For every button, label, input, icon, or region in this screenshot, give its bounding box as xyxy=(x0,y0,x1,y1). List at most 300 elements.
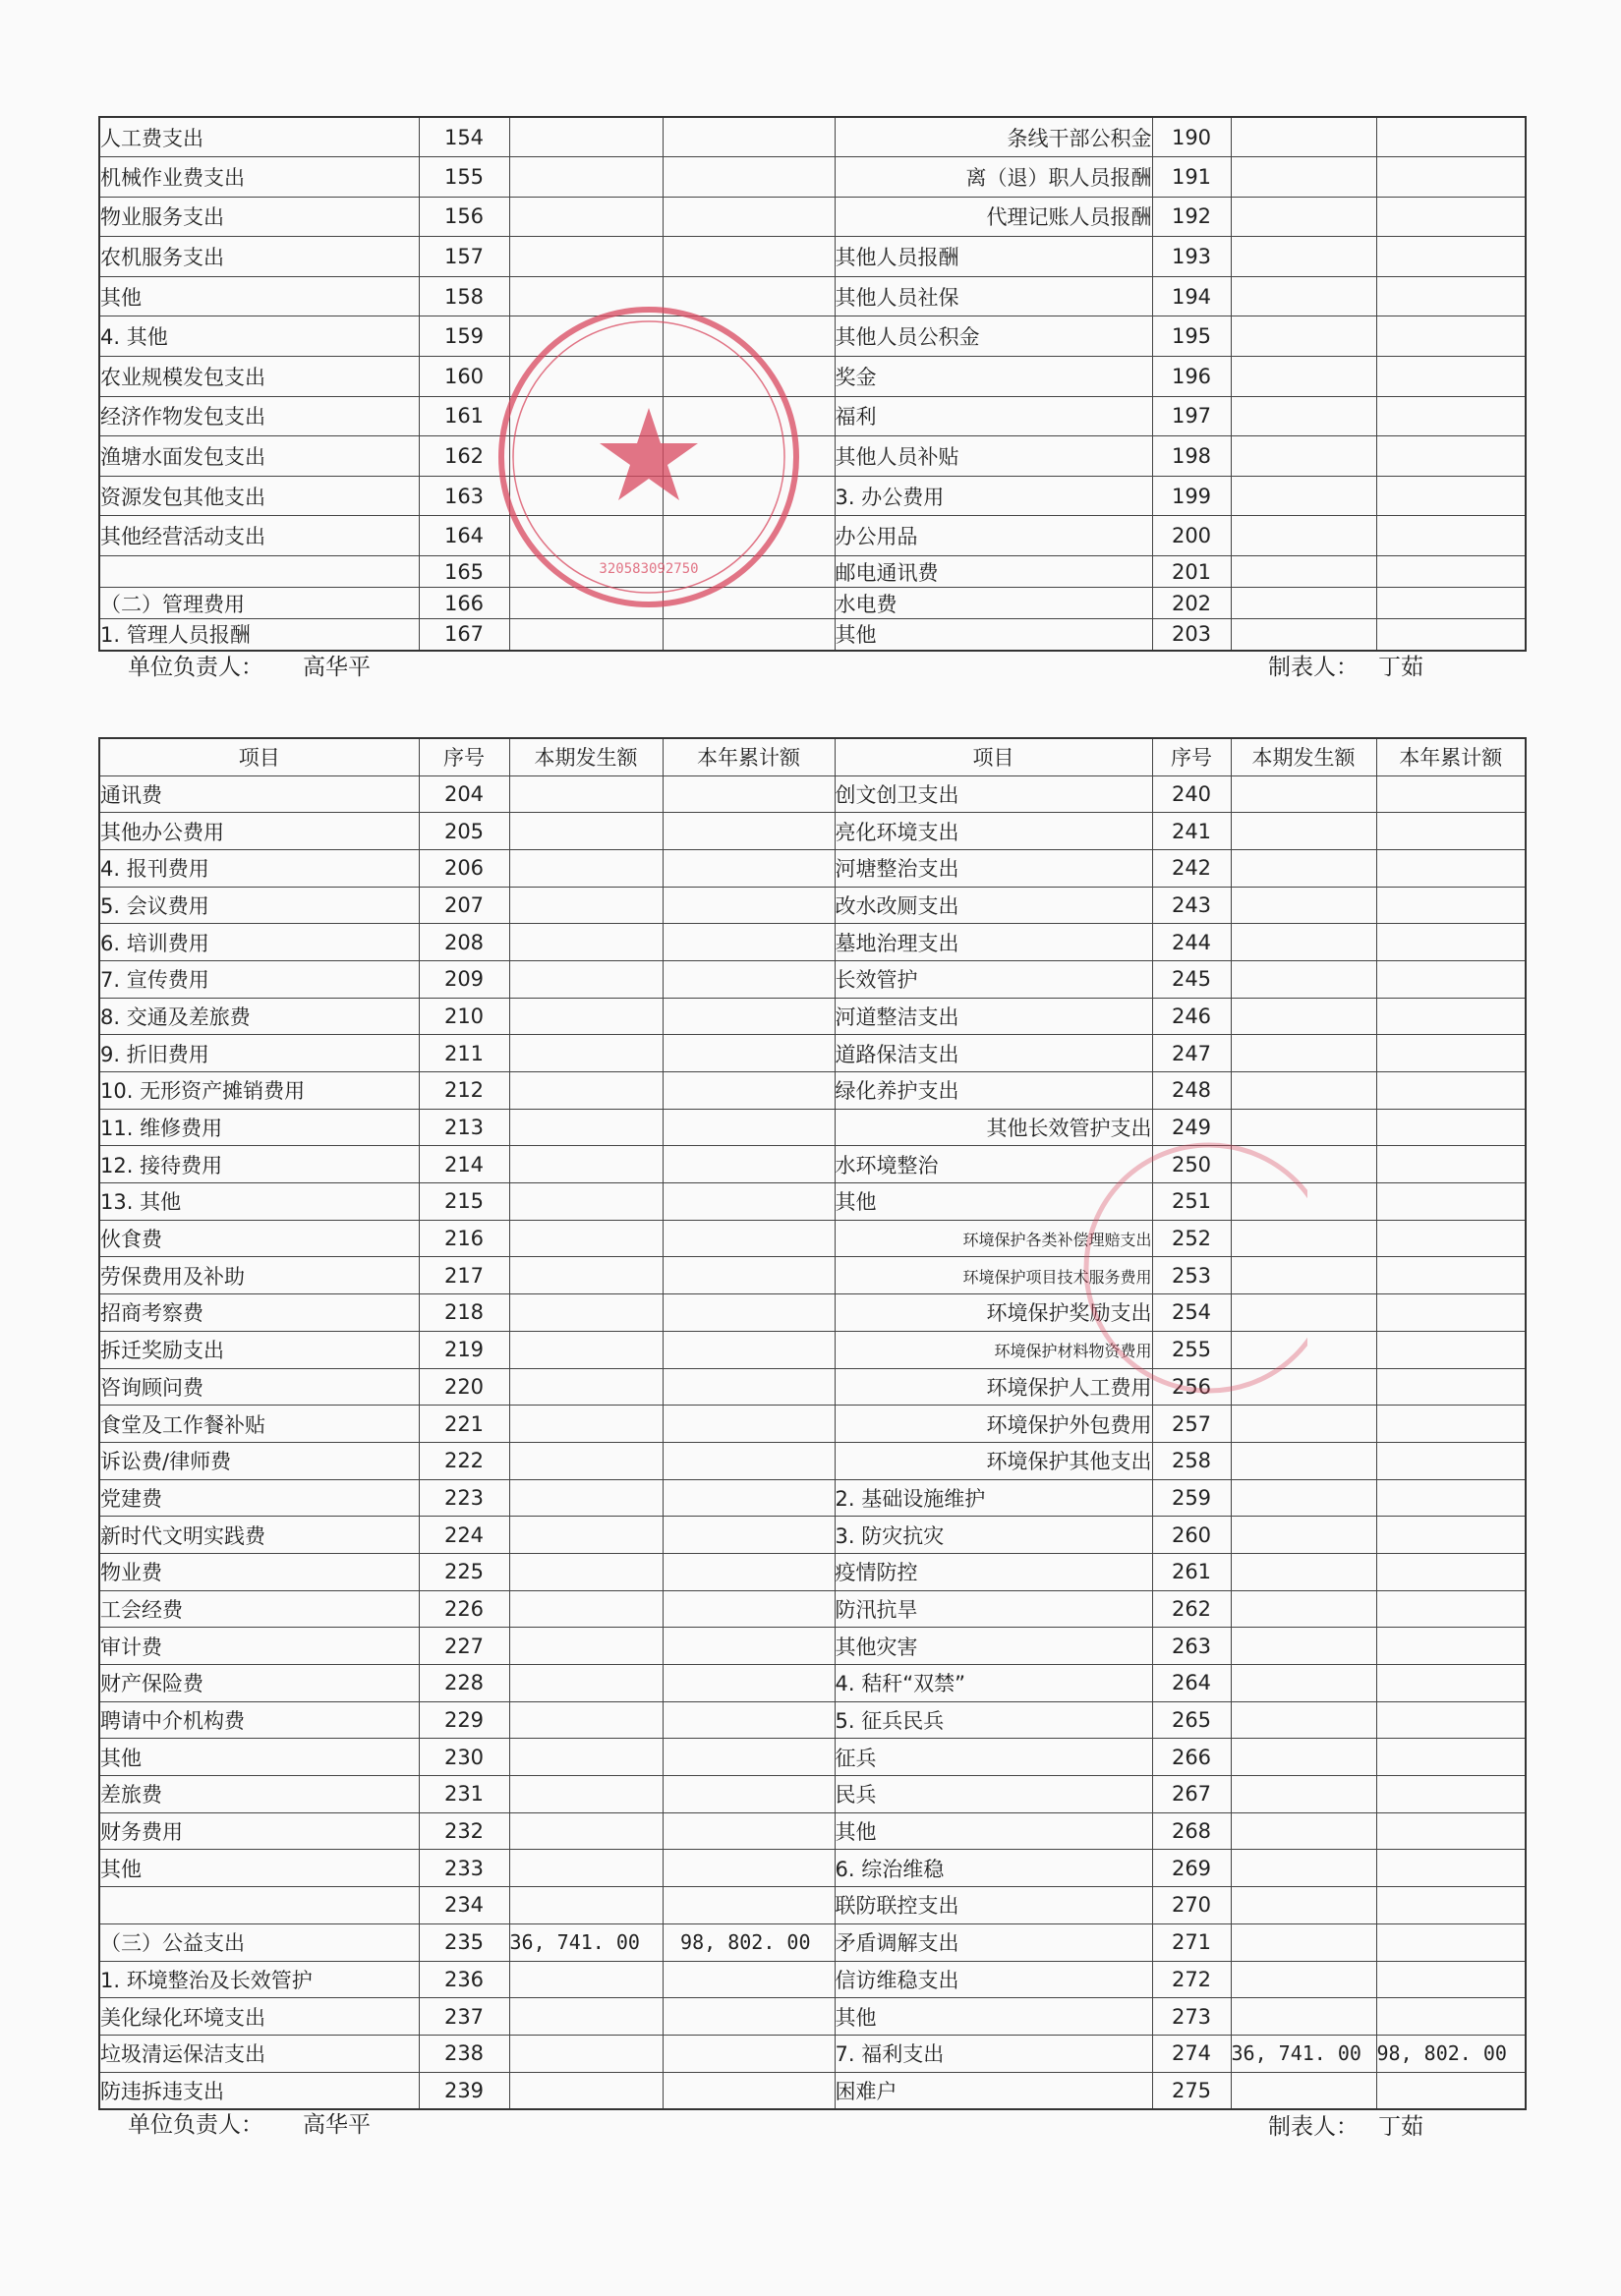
ytd-amount-cell xyxy=(663,1072,835,1110)
seq-cell: 272 xyxy=(1152,1961,1231,1998)
current-amount-cell xyxy=(1231,1665,1376,1702)
item-cell: 其他 xyxy=(835,1998,1152,2036)
item-cell: 3. 防灾抗灾 xyxy=(835,1517,1152,1554)
item-cell: 诉讼费/律师费 xyxy=(99,1442,419,1479)
current-amount-cell xyxy=(1231,237,1376,277)
item-cell: 环境保护其他支出 xyxy=(835,1442,1152,1479)
seq-cell: 220 xyxy=(419,1368,509,1406)
seq-cell: 265 xyxy=(1152,1701,1231,1739)
header-current: 本期发生额 xyxy=(509,738,663,775)
ytd-amount-cell xyxy=(663,117,835,157)
seq-cell: 203 xyxy=(1152,619,1231,651)
table-row xyxy=(99,1923,1526,1961)
current-amount-cell xyxy=(509,887,663,924)
current-amount-cell xyxy=(1231,1923,1376,1961)
item-cell: 长效管护 xyxy=(835,960,1152,998)
ytd-amount-cell xyxy=(1376,775,1526,813)
item-cell: 4. 秸秆“双禁” xyxy=(835,1665,1152,1702)
item-cell: 物业服务支出 xyxy=(99,197,419,237)
ytd-amount-cell xyxy=(1376,1850,1526,1887)
seq-cell: 212 xyxy=(419,1072,509,1110)
seq-cell: 214 xyxy=(419,1146,509,1183)
current-amount-cell xyxy=(509,1850,663,1887)
current-amount-cell xyxy=(1231,476,1376,516)
table-row xyxy=(99,1331,1526,1368)
unit-head-signature: 单位负责人： 高华平 xyxy=(128,655,371,680)
ytd-amount-cell xyxy=(1376,436,1526,477)
ytd-amount-cell xyxy=(1376,1109,1526,1146)
ytd-amount-cell xyxy=(663,1479,835,1517)
seq-cell: 216 xyxy=(419,1220,509,1257)
table-row xyxy=(99,924,1526,961)
seq-cell: 211 xyxy=(419,1035,509,1072)
current-amount-cell xyxy=(509,1665,663,1702)
current-amount-cell xyxy=(1231,1479,1376,1517)
item-cell: 7. 福利支出 xyxy=(835,2035,1152,2072)
ytd-amount-cell xyxy=(1376,1776,1526,1813)
table-row xyxy=(99,1553,1526,1590)
item-cell: 条线干部公积金 xyxy=(835,117,1152,157)
table-row xyxy=(99,1294,1526,1332)
item-cell: 2. 基础设施维护 xyxy=(835,1479,1152,1517)
current-amount-cell xyxy=(1231,849,1376,887)
ytd-amount-cell xyxy=(663,1035,835,1072)
current-amount-cell xyxy=(509,1961,663,1998)
seq-cell: 158 xyxy=(419,276,509,316)
ytd-amount-cell xyxy=(663,849,835,887)
current-amount-cell xyxy=(509,960,663,998)
ytd-amount-cell xyxy=(663,1998,835,2036)
seq-cell: 201 xyxy=(1152,556,1231,588)
item-cell: 其他 xyxy=(99,1850,419,1887)
seq-cell: 269 xyxy=(1152,1850,1231,1887)
table-row xyxy=(99,1035,1526,1072)
seq-cell: 248 xyxy=(1152,1072,1231,1110)
item-cell: 渔塘水面发包支出 xyxy=(99,436,419,477)
item-cell: 其他 xyxy=(99,1739,419,1776)
seq-cell: 193 xyxy=(1152,237,1231,277)
item-cell: 通讯费 xyxy=(99,775,419,813)
current-amount-cell xyxy=(509,197,663,237)
item-cell: 环境保护项目技术服务费用 xyxy=(835,1257,1152,1294)
item-cell: 环境保护材料物资费用 xyxy=(835,1331,1152,1368)
current-amount-cell xyxy=(509,1776,663,1813)
ytd-amount-cell xyxy=(1376,1146,1526,1183)
seq-cell: 234 xyxy=(419,1887,509,1924)
table-row xyxy=(99,1665,1526,1702)
table-row xyxy=(99,1739,1526,1776)
item-cell: 环境保护各类补偿理赔支出 xyxy=(835,1220,1152,1257)
current-amount-cell xyxy=(1231,1035,1376,1072)
item-cell: 4. 报刊费用 xyxy=(99,849,419,887)
ytd-amount-cell xyxy=(1376,1998,1526,2036)
ytd-amount-cell xyxy=(663,1368,835,1406)
seq-cell: 275 xyxy=(1152,2072,1231,2109)
ytd-amount-cell xyxy=(1376,316,1526,357)
item-cell: 其他人员社保 xyxy=(835,276,1152,316)
ytd-amount-cell xyxy=(1376,1961,1526,1998)
ytd-amount-cell xyxy=(663,813,835,850)
seq-cell: 162 xyxy=(419,436,509,477)
ytd-amount-cell xyxy=(1376,556,1526,588)
seq-cell: 218 xyxy=(419,1294,509,1332)
table-row xyxy=(99,1812,1526,1850)
item-cell: 7. 宣传费用 xyxy=(99,960,419,998)
table-row xyxy=(99,1998,1526,2036)
ytd-amount-cell xyxy=(1376,2072,1526,2109)
table-row xyxy=(99,357,1526,397)
seq-cell: 200 xyxy=(1152,516,1231,556)
table-header-row xyxy=(99,738,1526,775)
ytd-amount-cell xyxy=(663,1257,835,1294)
unit-head-signature: 单位负责人： 高华平 xyxy=(128,2112,371,2138)
seq-cell: 255 xyxy=(1152,1331,1231,1368)
item-cell: 伙食费 xyxy=(99,1220,419,1257)
seq-cell: 260 xyxy=(1152,1517,1231,1554)
seq-cell: 156 xyxy=(419,197,509,237)
seq-cell: 268 xyxy=(1152,1812,1231,1850)
item-cell: 其他人员补贴 xyxy=(835,436,1152,477)
table-row xyxy=(99,1961,1526,1998)
item-cell: 其他 xyxy=(835,619,1152,651)
item-cell: 4. 其他 xyxy=(99,316,419,357)
expense-table-part2 xyxy=(98,737,1527,2110)
item-cell: 咨询顾问费 xyxy=(99,1368,419,1406)
item-cell: 物业费 xyxy=(99,1553,419,1590)
current-amount-cell xyxy=(509,1220,663,1257)
item-cell: 其他人员公积金 xyxy=(835,316,1152,357)
current-amount-cell xyxy=(509,2072,663,2109)
seq-cell: 224 xyxy=(419,1517,509,1554)
ytd-amount-cell xyxy=(663,197,835,237)
item-cell: 1. 管理人员报酬 xyxy=(99,619,419,651)
current-amount-cell xyxy=(1231,276,1376,316)
current-amount-cell xyxy=(1231,1553,1376,1590)
table-row xyxy=(99,1887,1526,1924)
ytd-amount-cell xyxy=(1376,516,1526,556)
ytd-amount-cell xyxy=(1376,1701,1526,1739)
item-cell: 农业规模发包支出 xyxy=(99,357,419,397)
current-amount-cell xyxy=(509,1183,663,1221)
ytd-amount-cell xyxy=(1376,476,1526,516)
ytd-amount-cell xyxy=(663,1887,835,1924)
current-amount-cell xyxy=(509,619,663,651)
current-amount-cell xyxy=(509,2035,663,2072)
item-cell: 代理记账人员报酬 xyxy=(835,197,1152,237)
item-cell: 矛盾调解支出 xyxy=(835,1923,1152,1961)
item-cell: 食堂及工作餐补贴 xyxy=(99,1406,419,1443)
ytd-amount-cell xyxy=(663,1739,835,1776)
seq-cell: 256 xyxy=(1152,1368,1231,1406)
seq-cell: 257 xyxy=(1152,1406,1231,1443)
seq-cell: 233 xyxy=(419,1850,509,1887)
table-row xyxy=(99,1220,1526,1257)
ytd-amount-cell xyxy=(663,619,835,651)
item-cell: 其他灾害 xyxy=(835,1628,1152,1665)
ytd-amount-cell xyxy=(663,1294,835,1332)
current-amount-cell xyxy=(509,1368,663,1406)
current-amount-cell xyxy=(1231,887,1376,924)
ytd-amount-cell xyxy=(1376,276,1526,316)
seq-cell: 250 xyxy=(1152,1146,1231,1183)
table-row xyxy=(99,849,1526,887)
table-row xyxy=(99,1701,1526,1739)
header-current: 本期发生额 xyxy=(1231,738,1376,775)
header-item: 项目 xyxy=(99,738,419,775)
seq-cell: 167 xyxy=(419,619,509,651)
current-amount-cell xyxy=(509,1294,663,1332)
current-amount-cell xyxy=(509,998,663,1035)
ytd-amount-cell xyxy=(1376,1517,1526,1554)
table-row xyxy=(99,2072,1526,2109)
ytd-amount-cell xyxy=(1376,1590,1526,1628)
item-cell: 改水改厕支出 xyxy=(835,887,1152,924)
current-amount-cell xyxy=(1231,157,1376,198)
item-cell: 其他 xyxy=(835,1183,1152,1221)
ytd-amount-cell xyxy=(1376,1887,1526,1924)
item-cell: 其他办公费用 xyxy=(99,813,419,850)
ytd-amount-cell xyxy=(1376,1665,1526,1702)
item-cell: 环境保护外包费用 xyxy=(835,1406,1152,1443)
current-amount-cell xyxy=(1231,960,1376,998)
item-cell: 福利 xyxy=(835,396,1152,436)
ytd-amount-cell xyxy=(1376,887,1526,924)
table-row xyxy=(99,1183,1526,1221)
current-amount-cell xyxy=(509,1257,663,1294)
ytd-amount-cell xyxy=(1376,1442,1526,1479)
seq-cell: 222 xyxy=(419,1442,509,1479)
table-row xyxy=(99,556,1526,588)
seq-cell: 270 xyxy=(1152,1887,1231,1924)
ytd-amount-cell xyxy=(663,1628,835,1665)
current-amount-cell xyxy=(1231,436,1376,477)
table-row xyxy=(99,1146,1526,1183)
current-amount-cell xyxy=(509,1109,663,1146)
seq-cell: 219 xyxy=(419,1331,509,1368)
current-amount-cell xyxy=(509,1739,663,1776)
ytd-amount-cell xyxy=(663,1590,835,1628)
seq-cell: 258 xyxy=(1152,1442,1231,1479)
current-amount-cell xyxy=(509,1590,663,1628)
current-amount-cell xyxy=(1231,556,1376,588)
table-row xyxy=(99,1850,1526,1887)
current-amount-cell xyxy=(1231,1701,1376,1739)
current-amount-cell xyxy=(1231,1442,1376,1479)
table-row xyxy=(99,1406,1526,1443)
item-cell: 疫情防控 xyxy=(835,1553,1152,1590)
item-cell: 财产保险费 xyxy=(99,1665,419,1702)
table-row xyxy=(99,1442,1526,1479)
table-row xyxy=(99,1479,1526,1517)
current-amount-cell xyxy=(1231,619,1376,651)
item-cell: 离（退）职人员报酬 xyxy=(835,157,1152,198)
preparer-signature: 制表人： 丁茹 xyxy=(1268,2114,1423,2140)
table-row xyxy=(99,1590,1526,1628)
header-seq: 序号 xyxy=(1152,738,1231,775)
current-amount-cell xyxy=(1231,1961,1376,1998)
ytd-amount-cell xyxy=(663,998,835,1035)
table-row xyxy=(99,237,1526,277)
seq-cell: 165 xyxy=(419,556,509,588)
item-cell: 邮电通讯费 xyxy=(835,556,1152,588)
table-row xyxy=(99,396,1526,436)
seq-cell: 245 xyxy=(1152,960,1231,998)
current-amount-cell xyxy=(1231,813,1376,850)
item-cell: 美化绿化环境支出 xyxy=(99,1998,419,2036)
current-amount-cell xyxy=(1231,775,1376,813)
current-amount-cell xyxy=(1231,1812,1376,1850)
current-amount-cell xyxy=(509,157,663,198)
item-cell: 9. 折旧费用 xyxy=(99,1035,419,1072)
seq-cell: 237 xyxy=(419,1998,509,2036)
item-cell: 其他人员报酬 xyxy=(835,237,1152,277)
item-cell: 困难户 xyxy=(835,2072,1152,2109)
ytd-amount-cell xyxy=(663,1406,835,1443)
current-amount-cell xyxy=(1231,1406,1376,1443)
seq-cell: 246 xyxy=(1152,998,1231,1035)
ytd-amount-cell xyxy=(1376,1035,1526,1072)
item-cell: 民兵 xyxy=(835,1776,1152,1813)
item-cell: 其他长效管护支出 xyxy=(835,1109,1152,1146)
table-row xyxy=(99,619,1526,651)
ytd-amount-cell xyxy=(1376,197,1526,237)
current-amount-cell xyxy=(509,1553,663,1590)
current-amount-cell xyxy=(1231,1998,1376,2036)
table-row xyxy=(99,1257,1526,1294)
ytd-amount-cell xyxy=(663,1331,835,1368)
item-cell: 1. 环境整治及长效管护 xyxy=(99,1961,419,1998)
ytd-amount-cell xyxy=(1376,396,1526,436)
ytd-amount-cell xyxy=(1376,924,1526,961)
ytd-amount-cell xyxy=(663,1812,835,1850)
seq-cell: 235 xyxy=(419,1923,509,1961)
ytd-amount-cell xyxy=(663,1517,835,1554)
item-cell: 资源发包其他支出 xyxy=(99,476,419,516)
current-amount-cell xyxy=(509,924,663,961)
item-cell: 信访维稳支出 xyxy=(835,1961,1152,1998)
ytd-amount-cell xyxy=(663,237,835,277)
seq-cell: 221 xyxy=(419,1406,509,1443)
seq-cell: 231 xyxy=(419,1776,509,1813)
seq-cell: 227 xyxy=(419,1628,509,1665)
ytd-amount-cell xyxy=(1376,357,1526,397)
seq-cell: 213 xyxy=(419,1109,509,1146)
item-cell: 道路保洁支出 xyxy=(835,1035,1152,1072)
item-cell: （三）公益支出 xyxy=(99,1923,419,1961)
table-row xyxy=(99,1517,1526,1554)
current-amount-cell xyxy=(509,1517,663,1554)
item-cell: 3. 办公费用 xyxy=(835,476,1152,516)
ytd-amount-cell xyxy=(1376,588,1526,619)
seq-cell: 209 xyxy=(419,960,509,998)
item-cell: 其他 xyxy=(835,1812,1152,1850)
ytd-amount-cell xyxy=(1376,998,1526,1035)
item-cell: 绿化养护支出 xyxy=(835,1072,1152,1110)
item-cell: 5. 会议费用 xyxy=(99,887,419,924)
ytd-amount-cell xyxy=(663,1850,835,1887)
current-amount-cell xyxy=(1231,396,1376,436)
seq-cell: 199 xyxy=(1152,476,1231,516)
item-cell: 12. 接待费用 xyxy=(99,1146,419,1183)
table-row xyxy=(99,117,1526,157)
seq-cell: 267 xyxy=(1152,1776,1231,1813)
table-row xyxy=(99,960,1526,998)
item-cell: 拆迁奖励支出 xyxy=(99,1331,419,1368)
seq-cell: 241 xyxy=(1152,813,1231,850)
ytd-amount-cell xyxy=(1376,1739,1526,1776)
seq-cell: 243 xyxy=(1152,887,1231,924)
current-amount-cell xyxy=(509,1035,663,1072)
item-cell: 劳保费用及补助 xyxy=(99,1257,419,1294)
item-cell: 人工费支出 xyxy=(99,117,419,157)
ytd-amount-cell xyxy=(663,887,835,924)
faded-seal-stamp xyxy=(1071,1120,1307,1396)
ytd-amount-cell: 98, 802. 00 xyxy=(1376,2035,1526,2072)
expense-table-part1 xyxy=(98,116,1527,652)
seq-cell: 157 xyxy=(419,237,509,277)
table-row xyxy=(99,1368,1526,1406)
item-cell: 办公用品 xyxy=(835,516,1152,556)
seq-cell: 229 xyxy=(419,1701,509,1739)
item-cell: 河塘整治支出 xyxy=(835,849,1152,887)
seq-cell: 155 xyxy=(419,157,509,198)
item-cell: 审计费 xyxy=(99,1628,419,1665)
seq-cell: 217 xyxy=(419,1257,509,1294)
item-cell: 创文创卫支出 xyxy=(835,775,1152,813)
ytd-amount-cell xyxy=(663,1442,835,1479)
ytd-amount-cell xyxy=(1376,1220,1526,1257)
current-amount-cell xyxy=(1231,1776,1376,1813)
ytd-amount-cell xyxy=(1376,1812,1526,1850)
ytd-amount-cell xyxy=(663,1776,835,1813)
seq-cell: 164 xyxy=(419,516,509,556)
seal-star-icon xyxy=(600,408,698,500)
current-amount-cell xyxy=(509,1331,663,1368)
ytd-amount-cell xyxy=(663,1109,835,1146)
item-cell: 其他经营活动支出 xyxy=(99,516,419,556)
table-row xyxy=(99,197,1526,237)
seq-cell: 159 xyxy=(419,316,509,357)
current-amount-cell xyxy=(509,1628,663,1665)
current-amount-cell: 36, 741. 00 xyxy=(509,1923,663,1961)
seq-cell: 253 xyxy=(1152,1257,1231,1294)
table-row xyxy=(99,476,1526,516)
ytd-amount-cell xyxy=(1376,619,1526,651)
item-cell: 其他 xyxy=(99,276,419,316)
current-amount-cell xyxy=(509,1072,663,1110)
seq-cell: 247 xyxy=(1152,1035,1231,1072)
current-amount-cell xyxy=(1231,1739,1376,1776)
item-cell: 机械作业费支出 xyxy=(99,157,419,198)
header-ytd: 本年累计额 xyxy=(1376,738,1526,775)
seq-cell: 166 xyxy=(419,588,509,619)
current-amount-cell xyxy=(509,849,663,887)
current-amount-cell xyxy=(1231,588,1376,619)
seq-cell: 215 xyxy=(419,1183,509,1221)
table-row xyxy=(99,516,1526,556)
item-cell: 8. 交通及差旅费 xyxy=(99,998,419,1035)
seq-cell: 208 xyxy=(419,924,509,961)
current-amount-cell xyxy=(1231,197,1376,237)
seq-cell: 273 xyxy=(1152,1998,1231,2036)
seq-cell: 196 xyxy=(1152,357,1231,397)
seq-cell: 154 xyxy=(419,117,509,157)
current-amount-cell xyxy=(509,1406,663,1443)
ytd-amount-cell xyxy=(1376,237,1526,277)
ytd-amount-cell xyxy=(663,157,835,198)
seq-cell: 263 xyxy=(1152,1628,1231,1665)
seq-cell: 236 xyxy=(419,1961,509,1998)
